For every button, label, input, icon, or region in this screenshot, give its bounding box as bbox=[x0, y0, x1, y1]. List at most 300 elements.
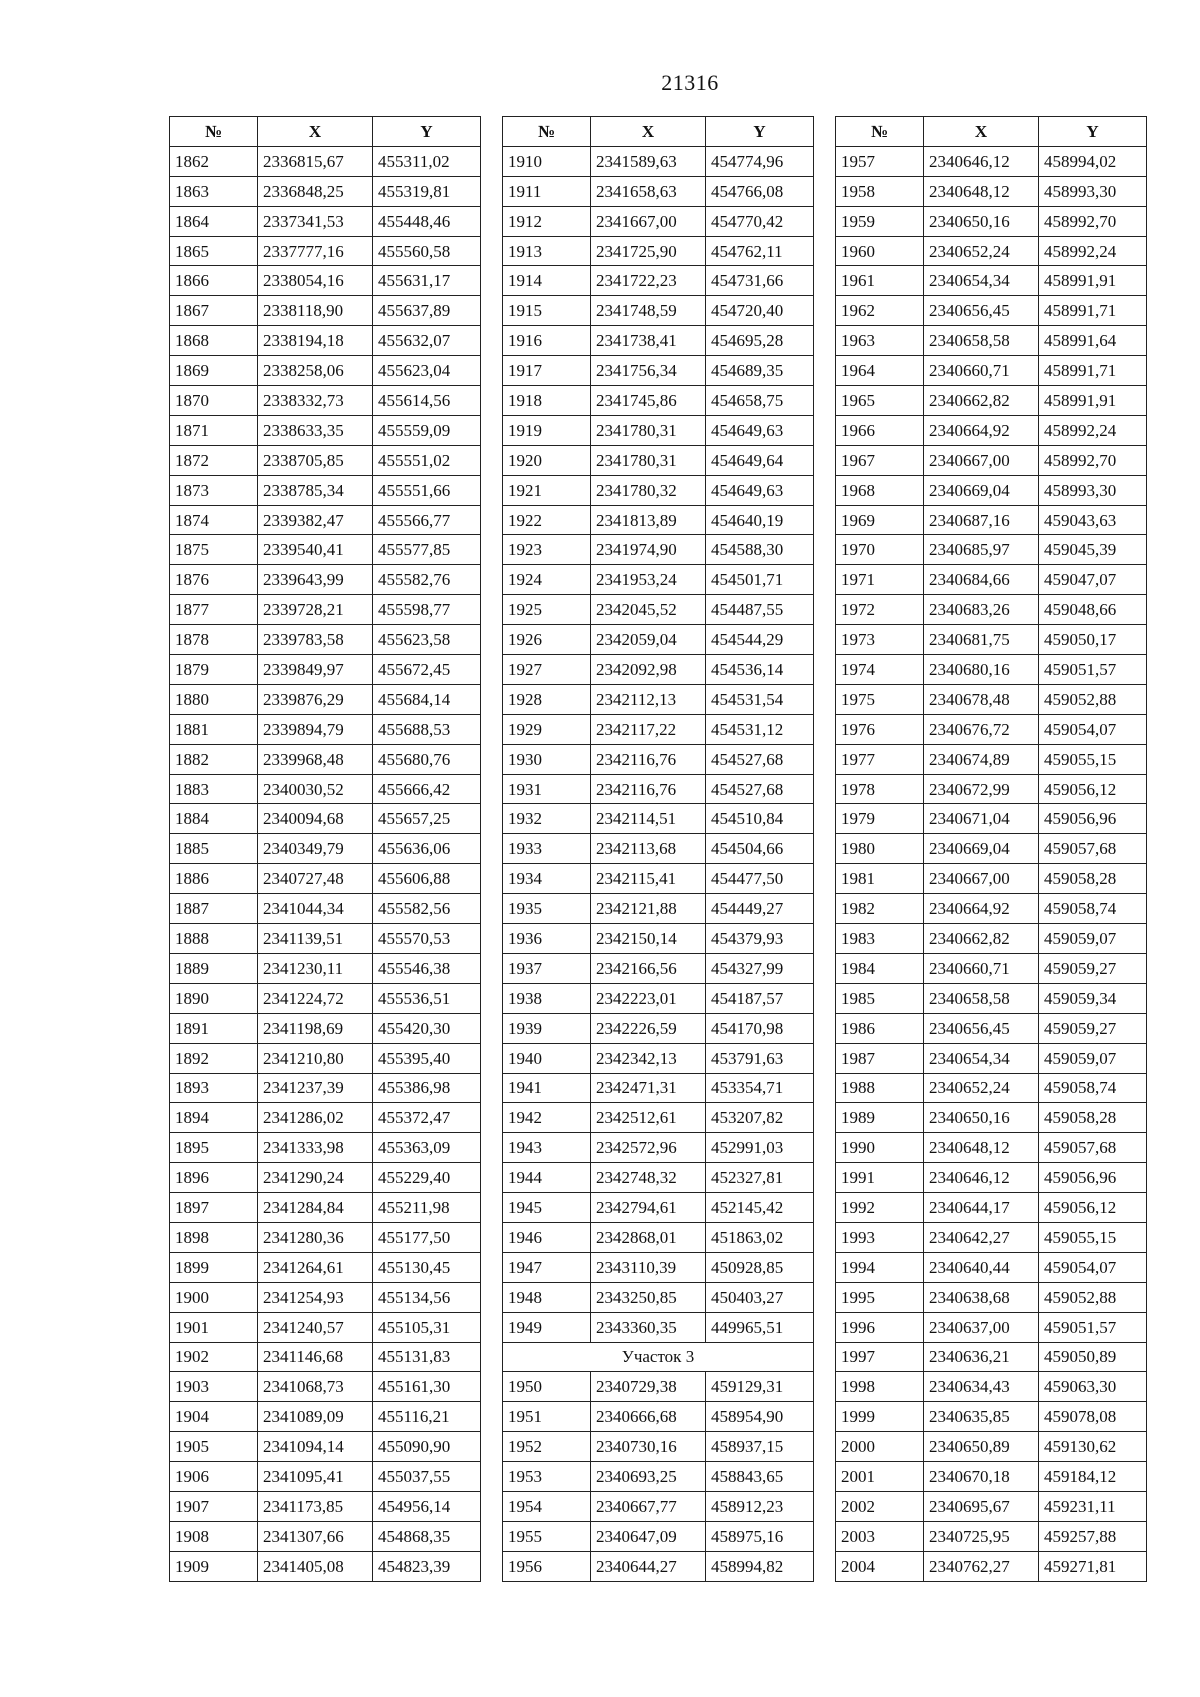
y-coordinate-cell: 454731,66 bbox=[706, 266, 814, 296]
x-coordinate-cell: 2340646,12 bbox=[924, 146, 1039, 176]
point-number-cell: 1913 bbox=[503, 236, 591, 266]
y-coordinate-cell: 454527,68 bbox=[706, 744, 814, 774]
x-coordinate-cell: 2341667,00 bbox=[591, 206, 706, 236]
x-coordinate-cell: 2341068,73 bbox=[258, 1372, 373, 1402]
x-coordinate-cell: 2340656,45 bbox=[924, 296, 1039, 326]
table-row bbox=[170, 834, 481, 864]
x-coordinate-cell: 2340648,12 bbox=[924, 176, 1039, 206]
point-number-cell: 1870 bbox=[170, 386, 258, 416]
x-coordinate-cell: 2340094,68 bbox=[258, 804, 373, 834]
point-number-cell: 1917 bbox=[503, 356, 591, 386]
table-row bbox=[836, 655, 1147, 685]
table-row bbox=[503, 236, 814, 266]
point-number-cell: 1991 bbox=[836, 1163, 924, 1193]
table-row bbox=[836, 595, 1147, 625]
x-coordinate-cell: 2340658,58 bbox=[924, 983, 1039, 1013]
table-row bbox=[170, 774, 481, 804]
x-coordinate-cell: 2341230,11 bbox=[258, 953, 373, 983]
x-coordinate-cell: 2340671,04 bbox=[924, 804, 1039, 834]
y-coordinate-cell: 454504,66 bbox=[706, 834, 814, 864]
x-coordinate-cell: 2340669,04 bbox=[924, 834, 1039, 864]
table-row bbox=[836, 445, 1147, 475]
point-number-cell: 1947 bbox=[503, 1252, 591, 1282]
x-coordinate-cell: 2339876,29 bbox=[258, 684, 373, 714]
table-row bbox=[836, 206, 1147, 236]
x-coordinate-cell: 2340658,58 bbox=[924, 326, 1039, 356]
point-number-cell: 1895 bbox=[170, 1133, 258, 1163]
point-number-cell: 1989 bbox=[836, 1103, 924, 1133]
point-number-cell: 1896 bbox=[170, 1163, 258, 1193]
table-row bbox=[503, 176, 814, 206]
point-number-cell: 1883 bbox=[170, 774, 258, 804]
y-coordinate-cell: 458975,16 bbox=[706, 1521, 814, 1551]
table-row bbox=[836, 1043, 1147, 1073]
y-coordinate-cell: 455161,30 bbox=[373, 1372, 481, 1402]
y-coordinate-cell: 454766,08 bbox=[706, 176, 814, 206]
table-row bbox=[836, 1521, 1147, 1551]
x-coordinate-cell: 2340687,16 bbox=[924, 505, 1039, 535]
point-number-cell: 1962 bbox=[836, 296, 924, 326]
y-coordinate-cell: 455631,17 bbox=[373, 266, 481, 296]
table-row bbox=[503, 953, 814, 983]
table-row bbox=[503, 924, 814, 954]
point-number-cell: 1949 bbox=[503, 1312, 591, 1342]
point-number-cell: 1881 bbox=[170, 714, 258, 744]
table-row bbox=[503, 983, 814, 1013]
y-coordinate-cell: 454689,35 bbox=[706, 356, 814, 386]
coordinates-table-2 bbox=[502, 116, 814, 1582]
table-row bbox=[836, 774, 1147, 804]
point-number-cell: 1981 bbox=[836, 864, 924, 894]
point-number-cell: 1980 bbox=[836, 834, 924, 864]
table-row bbox=[836, 834, 1147, 864]
table-body bbox=[836, 146, 1147, 1581]
y-coordinate-cell: 458843,65 bbox=[706, 1462, 814, 1492]
point-number-cell: 1975 bbox=[836, 684, 924, 714]
x-coordinate-cell: 2339382,47 bbox=[258, 505, 373, 535]
x-coordinate-cell: 2340650,16 bbox=[924, 206, 1039, 236]
y-coordinate-cell: 458992,70 bbox=[1039, 445, 1147, 475]
y-coordinate-cell: 454823,39 bbox=[373, 1551, 481, 1581]
y-coordinate-cell: 459063,30 bbox=[1039, 1372, 1147, 1402]
y-coordinate-cell: 451863,02 bbox=[706, 1222, 814, 1252]
table-row bbox=[170, 1432, 481, 1462]
point-number-cell: 1930 bbox=[503, 744, 591, 774]
x-coordinate-cell: 2341738,41 bbox=[591, 326, 706, 356]
y-coordinate-cell: 455395,40 bbox=[373, 1043, 481, 1073]
y-coordinate-cell: 458993,30 bbox=[1039, 176, 1147, 206]
y-coordinate-cell: 458991,71 bbox=[1039, 356, 1147, 386]
x-coordinate-cell: 2341237,39 bbox=[258, 1073, 373, 1103]
table-row bbox=[170, 924, 481, 954]
table-row bbox=[836, 804, 1147, 834]
y-coordinate-cell: 454649,63 bbox=[706, 475, 814, 505]
point-number-cell: 1868 bbox=[170, 326, 258, 356]
table-row bbox=[170, 1043, 481, 1073]
x-coordinate-cell: 2338054,16 bbox=[258, 266, 373, 296]
point-number-cell: 1995 bbox=[836, 1282, 924, 1312]
y-coordinate-cell: 459058,74 bbox=[1039, 894, 1147, 924]
y-coordinate-cell: 455551,02 bbox=[373, 445, 481, 475]
point-number-cell: 1978 bbox=[836, 774, 924, 804]
table-row bbox=[503, 1282, 814, 1312]
table-row bbox=[836, 236, 1147, 266]
table-row bbox=[503, 326, 814, 356]
point-number-cell: 1914 bbox=[503, 266, 591, 296]
y-coordinate-cell: 458937,15 bbox=[706, 1432, 814, 1462]
x-coordinate-cell: 2340654,34 bbox=[924, 266, 1039, 296]
table-row bbox=[170, 565, 481, 595]
table-row bbox=[170, 1372, 481, 1402]
point-number-cell: 1974 bbox=[836, 655, 924, 685]
point-number-cell: 1921 bbox=[503, 475, 591, 505]
x-coordinate-cell: 2341780,32 bbox=[591, 475, 706, 505]
x-coordinate-cell: 2341094,14 bbox=[258, 1432, 373, 1462]
point-number-cell: 1998 bbox=[836, 1372, 924, 1402]
point-number-cell: 1934 bbox=[503, 864, 591, 894]
point-number-cell: 1880 bbox=[170, 684, 258, 714]
x-coordinate-cell: 2342116,76 bbox=[591, 774, 706, 804]
x-coordinate-cell: 2339540,41 bbox=[258, 535, 373, 565]
table-row bbox=[170, 684, 481, 714]
y-coordinate-cell: 454510,84 bbox=[706, 804, 814, 834]
point-number-cell: 1965 bbox=[836, 386, 924, 416]
y-coordinate-cell: 455116,21 bbox=[373, 1402, 481, 1432]
table-row bbox=[170, 1491, 481, 1521]
y-coordinate-cell: 454640,19 bbox=[706, 505, 814, 535]
y-coordinate-cell: 454658,75 bbox=[706, 386, 814, 416]
table-row bbox=[836, 386, 1147, 416]
y-coordinate-cell: 455420,30 bbox=[373, 1013, 481, 1043]
point-number-cell: 1971 bbox=[836, 565, 924, 595]
point-number-cell: 1977 bbox=[836, 744, 924, 774]
point-number-cell: 1915 bbox=[503, 296, 591, 326]
point-number-cell: 1952 bbox=[503, 1432, 591, 1462]
header-x: X bbox=[258, 117, 373, 147]
header-number: № bbox=[836, 117, 924, 147]
y-coordinate-cell: 454956,14 bbox=[373, 1491, 481, 1521]
x-coordinate-cell: 2341198,69 bbox=[258, 1013, 373, 1043]
y-coordinate-cell: 459056,96 bbox=[1039, 804, 1147, 834]
table-row bbox=[170, 1222, 481, 1252]
table-row bbox=[170, 1103, 481, 1133]
y-coordinate-cell: 454487,55 bbox=[706, 595, 814, 625]
y-coordinate-cell: 452145,42 bbox=[706, 1193, 814, 1223]
table-row bbox=[503, 535, 814, 565]
table-row bbox=[836, 1432, 1147, 1462]
y-coordinate-cell: 455582,76 bbox=[373, 565, 481, 595]
x-coordinate-cell: 2340664,92 bbox=[924, 415, 1039, 445]
x-coordinate-cell: 2342471,31 bbox=[591, 1073, 706, 1103]
table-row bbox=[503, 1133, 814, 1163]
point-number-cell: 1922 bbox=[503, 505, 591, 535]
table-row bbox=[170, 1551, 481, 1581]
table-row bbox=[503, 1222, 814, 1252]
table-row bbox=[503, 266, 814, 296]
x-coordinate-cell: 2340762,27 bbox=[924, 1551, 1039, 1581]
point-number-cell: 1986 bbox=[836, 1013, 924, 1043]
x-coordinate-cell: 2341264,61 bbox=[258, 1252, 373, 1282]
x-coordinate-cell: 2341813,89 bbox=[591, 505, 706, 535]
table-row bbox=[503, 744, 814, 774]
x-coordinate-cell: 2342166,56 bbox=[591, 953, 706, 983]
point-number-cell: 1871 bbox=[170, 415, 258, 445]
point-number-cell: 1960 bbox=[836, 236, 924, 266]
table-row bbox=[170, 266, 481, 296]
x-coordinate-cell: 2340648,12 bbox=[924, 1133, 1039, 1163]
point-number-cell: 1945 bbox=[503, 1193, 591, 1223]
point-number-cell: 1963 bbox=[836, 326, 924, 356]
y-coordinate-cell: 455559,09 bbox=[373, 415, 481, 445]
y-coordinate-cell: 454327,99 bbox=[706, 953, 814, 983]
table-row bbox=[503, 625, 814, 655]
y-coordinate-cell: 459045,39 bbox=[1039, 535, 1147, 565]
y-coordinate-cell: 459051,57 bbox=[1039, 655, 1147, 685]
table-row bbox=[836, 146, 1147, 176]
point-number-cell: 1941 bbox=[503, 1073, 591, 1103]
y-coordinate-cell: 455684,14 bbox=[373, 684, 481, 714]
y-coordinate-cell: 455560,58 bbox=[373, 236, 481, 266]
point-number-cell: 1992 bbox=[836, 1193, 924, 1223]
y-coordinate-cell: 454649,64 bbox=[706, 445, 814, 475]
y-coordinate-cell: 454770,42 bbox=[706, 206, 814, 236]
x-coordinate-cell: 2340660,71 bbox=[924, 356, 1039, 386]
point-number-cell: 1948 bbox=[503, 1282, 591, 1312]
y-coordinate-cell: 455623,58 bbox=[373, 625, 481, 655]
table-row bbox=[170, 953, 481, 983]
y-coordinate-cell: 454527,68 bbox=[706, 774, 814, 804]
table-row bbox=[503, 1013, 814, 1043]
x-coordinate-cell: 2341089,09 bbox=[258, 1402, 373, 1432]
x-coordinate-cell: 2340667,00 bbox=[924, 445, 1039, 475]
table-row bbox=[503, 206, 814, 236]
point-number-cell: 1935 bbox=[503, 894, 591, 924]
x-coordinate-cell: 2341146,68 bbox=[258, 1342, 373, 1372]
x-coordinate-cell: 2339728,21 bbox=[258, 595, 373, 625]
table-row bbox=[503, 864, 814, 894]
table-row bbox=[503, 595, 814, 625]
point-number-cell: 1942 bbox=[503, 1103, 591, 1133]
x-coordinate-cell: 2342342,13 bbox=[591, 1043, 706, 1073]
table-row bbox=[170, 1312, 481, 1342]
point-number-cell: 1928 bbox=[503, 684, 591, 714]
y-coordinate-cell: 455090,90 bbox=[373, 1432, 481, 1462]
point-number-cell: 1939 bbox=[503, 1013, 591, 1043]
y-coordinate-cell: 455582,56 bbox=[373, 894, 481, 924]
table-row bbox=[170, 505, 481, 535]
y-coordinate-cell: 455566,77 bbox=[373, 505, 481, 535]
y-coordinate-cell: 455372,47 bbox=[373, 1103, 481, 1133]
table-row bbox=[170, 1193, 481, 1223]
x-coordinate-cell: 2341210,80 bbox=[258, 1043, 373, 1073]
point-number-cell: 1987 bbox=[836, 1043, 924, 1073]
x-coordinate-cell: 2340683,26 bbox=[924, 595, 1039, 625]
y-coordinate-cell: 455551,66 bbox=[373, 475, 481, 505]
table-row bbox=[503, 1491, 814, 1521]
x-coordinate-cell: 2343360,35 bbox=[591, 1312, 706, 1342]
point-number-cell: 1900 bbox=[170, 1282, 258, 1312]
point-number-cell: 1932 bbox=[503, 804, 591, 834]
y-coordinate-cell: 455657,25 bbox=[373, 804, 481, 834]
x-coordinate-cell: 2340349,79 bbox=[258, 834, 373, 864]
y-coordinate-cell: 454588,30 bbox=[706, 535, 814, 565]
point-number-cell: 1864 bbox=[170, 206, 258, 236]
y-coordinate-cell: 454379,93 bbox=[706, 924, 814, 954]
header-y: Y bbox=[373, 117, 481, 147]
y-coordinate-cell: 455131,83 bbox=[373, 1342, 481, 1372]
x-coordinate-cell: 2340695,67 bbox=[924, 1491, 1039, 1521]
table-row bbox=[170, 655, 481, 685]
y-coordinate-cell: 455672,45 bbox=[373, 655, 481, 685]
table-row bbox=[836, 1491, 1147, 1521]
table-row bbox=[170, 206, 481, 236]
table-row bbox=[503, 415, 814, 445]
y-coordinate-cell: 453354,71 bbox=[706, 1073, 814, 1103]
x-coordinate-cell: 2340666,68 bbox=[591, 1402, 706, 1432]
x-coordinate-cell: 2340676,72 bbox=[924, 714, 1039, 744]
x-coordinate-cell: 2340642,27 bbox=[924, 1222, 1039, 1252]
x-coordinate-cell: 2340727,48 bbox=[258, 864, 373, 894]
point-number-cell: 1970 bbox=[836, 535, 924, 565]
table-row bbox=[836, 535, 1147, 565]
table-row bbox=[503, 386, 814, 416]
x-coordinate-cell: 2342226,59 bbox=[591, 1013, 706, 1043]
table-row bbox=[836, 1163, 1147, 1193]
table-row bbox=[836, 924, 1147, 954]
point-number-cell: 1893 bbox=[170, 1073, 258, 1103]
y-coordinate-cell: 454170,98 bbox=[706, 1013, 814, 1043]
header-y: Y bbox=[1039, 117, 1147, 147]
table-row bbox=[170, 1402, 481, 1432]
point-number-cell: 1959 bbox=[836, 206, 924, 236]
table-row bbox=[503, 1432, 814, 1462]
x-coordinate-cell: 2342572,96 bbox=[591, 1133, 706, 1163]
y-coordinate-cell: 454531,12 bbox=[706, 714, 814, 744]
table-row bbox=[170, 296, 481, 326]
y-coordinate-cell: 459056,96 bbox=[1039, 1163, 1147, 1193]
table-row bbox=[836, 864, 1147, 894]
y-coordinate-cell: 459184,12 bbox=[1039, 1462, 1147, 1492]
point-number-cell: 1886 bbox=[170, 864, 258, 894]
table-row bbox=[836, 1252, 1147, 1282]
y-coordinate-cell: 458994,02 bbox=[1039, 146, 1147, 176]
point-number-cell: 1897 bbox=[170, 1193, 258, 1223]
x-coordinate-cell: 2338705,85 bbox=[258, 445, 373, 475]
y-coordinate-cell: 455386,98 bbox=[373, 1073, 481, 1103]
table-row bbox=[836, 1372, 1147, 1402]
point-number-cell: 1878 bbox=[170, 625, 258, 655]
x-coordinate-cell: 2340674,89 bbox=[924, 744, 1039, 774]
x-coordinate-cell: 2340644,27 bbox=[591, 1551, 706, 1581]
table-row bbox=[836, 1133, 1147, 1163]
table-row bbox=[170, 146, 481, 176]
y-coordinate-cell: 459058,28 bbox=[1039, 864, 1147, 894]
header-x: X bbox=[591, 117, 706, 147]
point-number-cell: 1967 bbox=[836, 445, 924, 475]
table-row bbox=[836, 1312, 1147, 1342]
y-coordinate-cell: 455037,55 bbox=[373, 1462, 481, 1492]
x-coordinate-cell: 2340678,48 bbox=[924, 684, 1039, 714]
point-number-cell: 1872 bbox=[170, 445, 258, 475]
point-number-cell: 1903 bbox=[170, 1372, 258, 1402]
x-coordinate-cell: 2340680,16 bbox=[924, 655, 1039, 685]
x-coordinate-cell: 2342115,41 bbox=[591, 864, 706, 894]
point-number-cell: 1912 bbox=[503, 206, 591, 236]
table-row bbox=[503, 1103, 814, 1133]
point-number-cell: 1904 bbox=[170, 1402, 258, 1432]
table-row bbox=[503, 1551, 814, 1581]
table-row bbox=[503, 1043, 814, 1073]
x-coordinate-cell: 2342045,52 bbox=[591, 595, 706, 625]
x-coordinate-cell: 2340681,75 bbox=[924, 625, 1039, 655]
y-coordinate-cell: 455546,38 bbox=[373, 953, 481, 983]
table-row bbox=[836, 326, 1147, 356]
table-row bbox=[836, 1551, 1147, 1581]
x-coordinate-cell: 2341780,31 bbox=[591, 415, 706, 445]
point-number-cell: 1905 bbox=[170, 1432, 258, 1462]
point-number-cell: 1950 bbox=[503, 1372, 591, 1402]
y-coordinate-cell: 459130,62 bbox=[1039, 1432, 1147, 1462]
x-coordinate-cell: 2338258,06 bbox=[258, 356, 373, 386]
point-number-cell: 1891 bbox=[170, 1013, 258, 1043]
y-coordinate-cell: 459129,31 bbox=[706, 1372, 814, 1402]
y-coordinate-cell: 459231,11 bbox=[1039, 1491, 1147, 1521]
y-coordinate-cell: 459058,74 bbox=[1039, 1073, 1147, 1103]
y-coordinate-cell: 453791,63 bbox=[706, 1043, 814, 1073]
table-row bbox=[836, 356, 1147, 386]
page-number: 21316 bbox=[661, 70, 719, 95]
y-coordinate-cell: 459055,15 bbox=[1039, 1222, 1147, 1252]
point-number-cell: 1996 bbox=[836, 1312, 924, 1342]
table-body bbox=[503, 146, 814, 1581]
point-number-cell: 1919 bbox=[503, 415, 591, 445]
table-row bbox=[503, 684, 814, 714]
y-coordinate-cell: 454477,50 bbox=[706, 864, 814, 894]
x-coordinate-cell: 2342114,51 bbox=[591, 804, 706, 834]
x-coordinate-cell: 2342117,22 bbox=[591, 714, 706, 744]
table-row bbox=[836, 684, 1147, 714]
point-number-cell: 1973 bbox=[836, 625, 924, 655]
table-row bbox=[170, 625, 481, 655]
y-coordinate-cell: 455636,06 bbox=[373, 834, 481, 864]
x-coordinate-cell: 2341254,93 bbox=[258, 1282, 373, 1312]
table-row bbox=[836, 1402, 1147, 1432]
y-coordinate-cell: 455363,09 bbox=[373, 1133, 481, 1163]
point-number-cell: 1953 bbox=[503, 1462, 591, 1492]
y-coordinate-cell: 458991,91 bbox=[1039, 266, 1147, 296]
y-coordinate-cell: 458992,70 bbox=[1039, 206, 1147, 236]
header-x: X bbox=[924, 117, 1039, 147]
table-row bbox=[836, 1073, 1147, 1103]
header-number: № bbox=[170, 117, 258, 147]
point-number-cell: 1894 bbox=[170, 1103, 258, 1133]
table-row bbox=[503, 714, 814, 744]
y-coordinate-cell: 455134,56 bbox=[373, 1282, 481, 1312]
x-coordinate-cell: 2341280,36 bbox=[258, 1222, 373, 1252]
table-row bbox=[170, 1073, 481, 1103]
y-coordinate-cell: 459058,28 bbox=[1039, 1103, 1147, 1133]
y-coordinate-cell: 459078,08 bbox=[1039, 1402, 1147, 1432]
y-coordinate-cell: 455229,40 bbox=[373, 1163, 481, 1193]
x-coordinate-cell: 2341974,90 bbox=[591, 535, 706, 565]
y-coordinate-cell: 449965,51 bbox=[706, 1312, 814, 1342]
y-coordinate-cell: 453207,82 bbox=[706, 1103, 814, 1133]
y-coordinate-cell: 454649,63 bbox=[706, 415, 814, 445]
table-row bbox=[170, 386, 481, 416]
x-coordinate-cell: 2342223,01 bbox=[591, 983, 706, 1013]
y-coordinate-cell: 458991,91 bbox=[1039, 386, 1147, 416]
point-number-cell: 1966 bbox=[836, 415, 924, 445]
